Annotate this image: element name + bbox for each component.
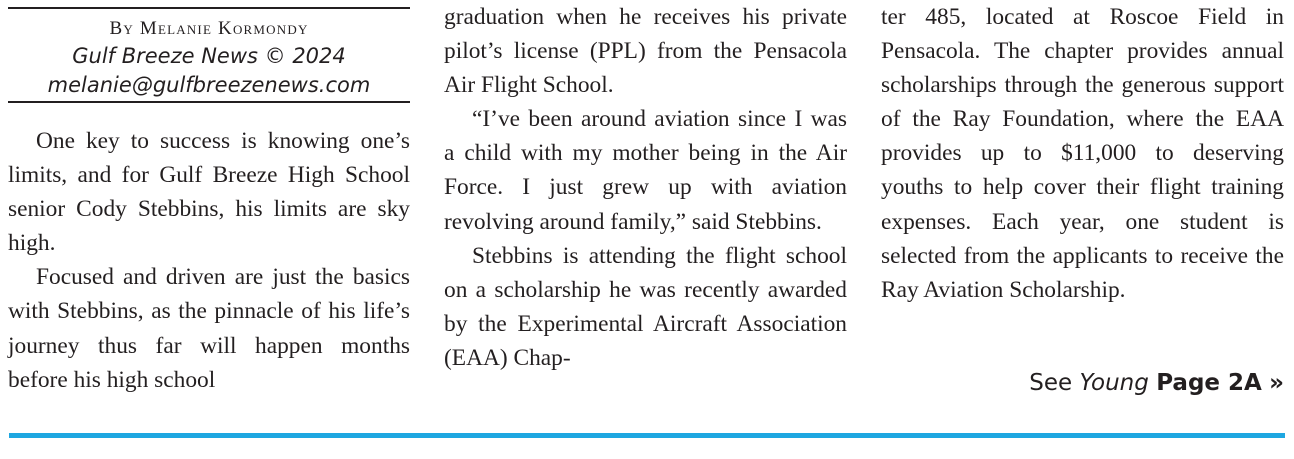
- article-column-2: [444, 0, 847, 375]
- chevron-right-icon: »: [1269, 370, 1284, 396]
- bottom-accent-bar: [9, 433, 1285, 438]
- continuation-page: Page 2A: [1156, 370, 1262, 396]
- article-paragraph: “I’ve been around aviation since I was a child with my mother being in the Air Force. I just grew up with aviation revolving around family,” said Stebbins.: [444, 106, 847, 235]
- article-paragraph: ter 485, located at Roscoe Field in Pensacola. The chapter provides annual scholarships through the generous support of the Ray Foundation, where the EAA provides up to $11,000 to deserving youths to help cover their flight training expenses. Each year, one student is selected from the applicants to receive the Ray Aviation Scholarship.: [881, 4, 1284, 303]
- continuation-keyword: Young: [1079, 370, 1149, 396]
- byline-author: By Melanie Kormondy: [109, 18, 309, 39]
- article-paragraph: graduation when he receives his private pilot’s license (PPL) from the Pensacola Air Flight School.: [444, 4, 847, 99]
- continuation-link[interactable]: [1029, 365, 1284, 401]
- byline-bottom-rule: [8, 101, 410, 103]
- article-paragraph: Focused and driven are just the basics with Stebbins, as the pinnacle of his life’s journey thus far will happen months before his high school: [8, 264, 410, 393]
- article-paragraph: Stebbins is attending the flight school on a scholarship he was recently awarded by the Experimental Aircraft Association (EAA) Chap-: [444, 242, 847, 371]
- byline-email: melanie@gulfbreezenews.com: [47, 73, 371, 97]
- byline-box: [8, 0, 410, 104]
- article-column-1: [8, 0, 410, 397]
- article-column-3: [881, 0, 1284, 307]
- continuation-see: See: [1029, 370, 1073, 396]
- article-paragraph: One key to success is knowing one’s limits, and for Gulf Breeze High School senior Cody Stebbins, his limits are sky high.: [8, 128, 410, 257]
- byline-top-rule: [8, 7, 410, 9]
- byline-source: Gulf Breeze News © 2024: [72, 44, 346, 68]
